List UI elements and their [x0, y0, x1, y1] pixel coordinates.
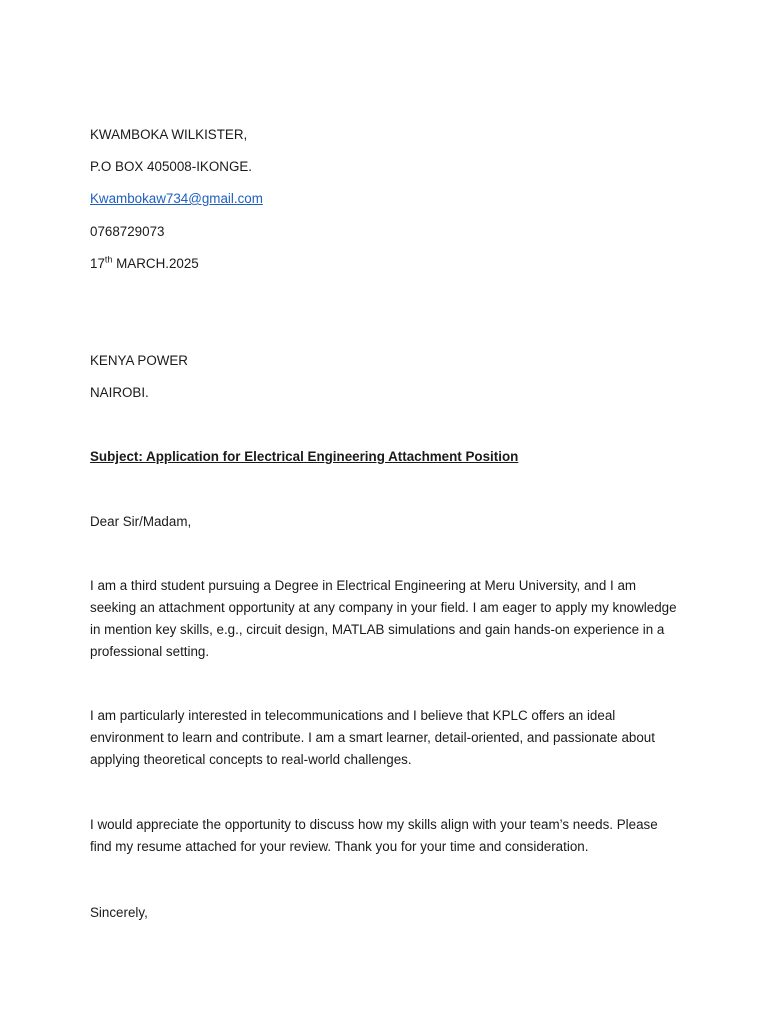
body-paragraph-1: I am a third student pursuing a Degree in Electrical Engineering at Meru University, and I am seeking an attachment opportunity at any company in your field. I am eager to apply my knowledge in mention key skills, e.g., circuit design, MATLAB simulations and gain hands-on experience in a professional setting. [90, 578, 677, 659]
sender-name: KWAMBOKA WILKISTER, [90, 127, 248, 142]
date-suffix: th [104, 254, 113, 265]
sender-address: P.O BOX 405008-IKONGE. [90, 159, 253, 174]
date-month-year: MARCH.2025 [112, 256, 199, 271]
recipient-company: KENYA POWER [90, 353, 188, 368]
closing: Sincerely, [90, 905, 148, 920]
body-paragraph-3: I would appreciate the opportunity to discuss how my skills align with your team’s needs. Please find my resume attached for your review. Thank you for your time and consideration. [90, 817, 658, 854]
sender-email-link[interactable]: Kwambokaw734@gmail.com [90, 191, 263, 206]
recipient-city: NAIROBI. [90, 385, 149, 400]
sender-phone: 0768729073 [90, 224, 165, 239]
body-paragraph-2: I am particularly interested in telecommunications and I believe that KPLC offers an ideal environment to learn and contribute. I am a smart learner, detail-oriented, and passionate about applying theoretical concepts to real-world challenges. [90, 708, 655, 767]
letter-date [90, 256, 199, 272]
date-day: 17 [90, 256, 105, 271]
salutation: Dear Sir/Madam, [90, 514, 192, 529]
letter-subject: Subject: Application for Electrical Engineering Attachment Position [90, 449, 519, 464]
